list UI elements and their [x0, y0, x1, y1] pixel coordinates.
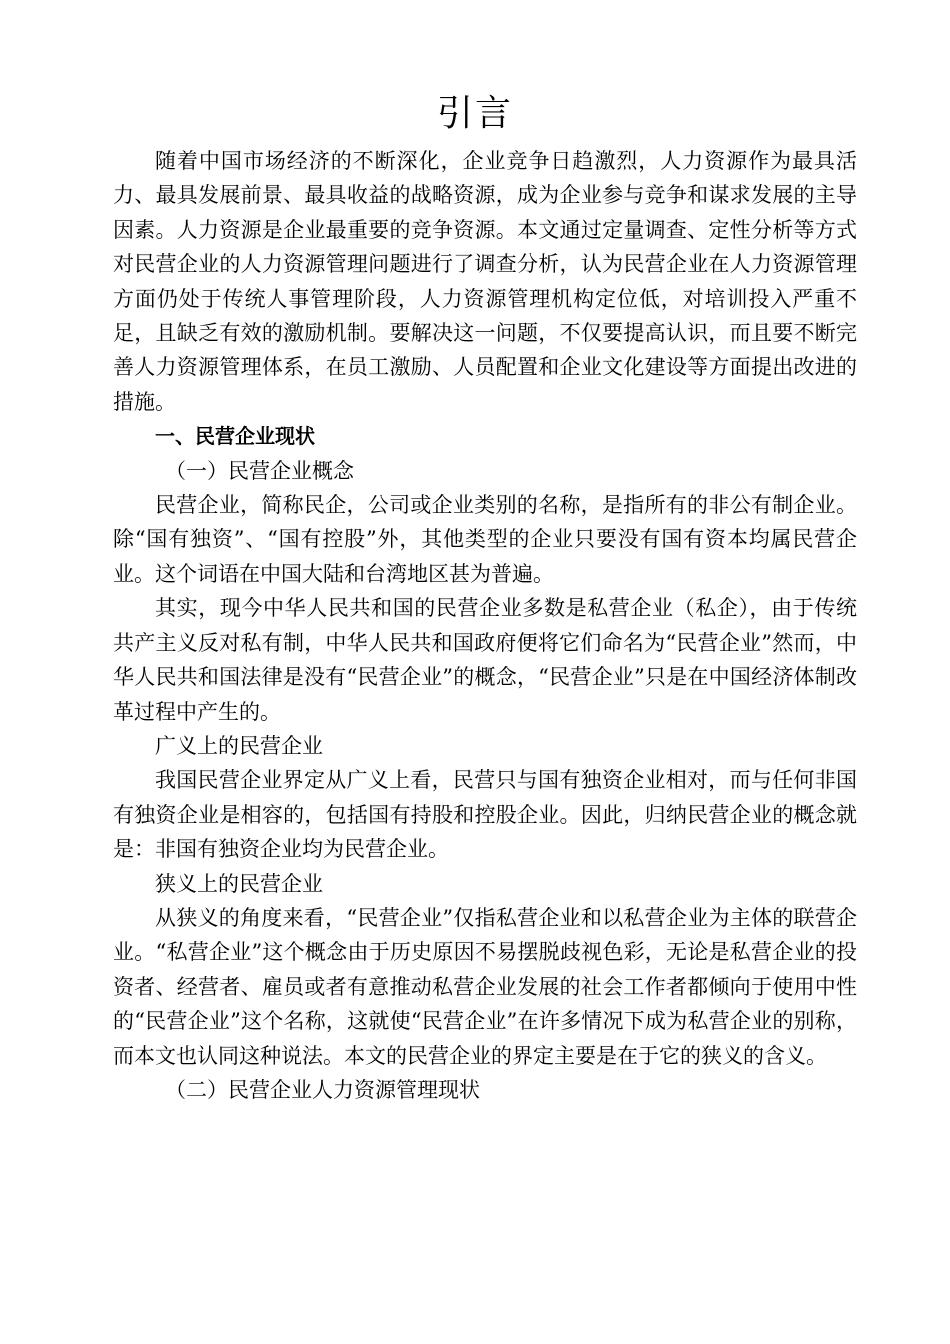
- subsection-heading-1: （一）民营企业概念: [165, 458, 354, 483]
- broad-sense-paragraph: 我国民营企业界定从广义上看，民营只与国有独资企业相对，而与任何非国有独资企业是相容的，包括国有持股和控股企业。因此，归纳民营企业的概念就是：非国有独资企业均为民营企业。: [113, 768, 857, 862]
- definition-paragraph: 民营企业，简称民企，公司或企业类别的名称，是指所有的非公有制企业。除“国有独资”、“国有控股”外，其他类型的企业只要没有国有资本均属民营企业。这个词语在中国大陆和台湾地区甚为普遍。: [113, 493, 857, 586]
- section-heading-1: 一、民营企业现状: [155, 424, 315, 449]
- background-paragraph: 其实，现今中华人民共和国的民营企业多数是私营企业（私企），由于传统共产主义反对私有制，中华人民共和国政府便将它们命名为“民营企业”然而，中华人民共和国法律是没有“民营企业”的概念，“民营企业”只是在中国经济体制改革过程中产生的。: [113, 596, 857, 724]
- intro-paragraph: 随着中国市场经济的不断深化，企业竞争日趋激烈，人力资源作为最具活力、最具发展前景、最具收益的战略资源，成为企业参与竞争和谋求发展的主导因素。人力资源是企业最重要的竞争资源。本文通过定量调查、定性分析等方式对民营企业的人力资源管理问题进行了调查分析，认为民营企业在人力资源管理方面仍处于传统人事管理阶段，人力资源管理机构定位低，对培训投入严重不足，且缺乏有效的激励机制。要解决这一问题，不仅要提高认识，而且要不断完善人力资源管理体系，在员工激励、人员配置和企业文化建设等方面提出改进的措施。: [113, 149, 857, 414]
- page-title: 引言: [436, 93, 513, 134]
- document-body: [113, 144, 857, 1107]
- broad-sense-label: 广义上的民营企业: [155, 733, 323, 758]
- narrow-sense-paragraph: 从狭义的角度来看，“民营企业”仅指私营企业和以私营企业为主体的联营企业。“私营企业”这个概念由于历史原因不易摆脱歧视色彩，无论是私营企业的投资者、经营者、雇员或者有意推动私营企业发展的社会工作者都倾向于使用中性的“民营企业”这个名称，这就使“民营企业”在许多情况下成为私营企业的别称，而本文也认同这种说法。本文的民营企业的界定主要是在于它的狭义的含义。: [113, 905, 857, 1068]
- subsection-heading-2: （二）民营企业人力资源管理现状: [165, 1077, 480, 1102]
- narrow-sense-label: 狭义上的民营企业: [155, 871, 323, 896]
